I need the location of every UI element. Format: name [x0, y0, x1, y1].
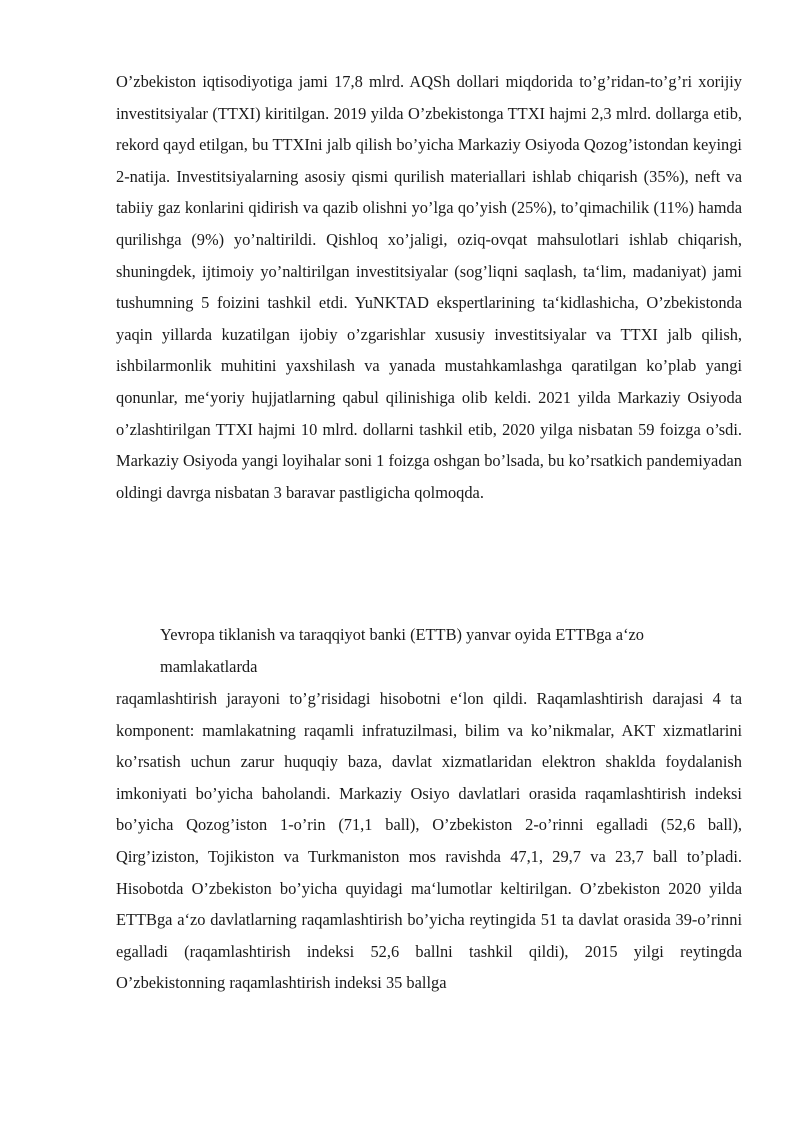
paragraph-ettb-heading	[160, 619, 742, 682]
paragraph-investments	[116, 66, 742, 508]
paragraph-text: Yevropa tiklanish va taraqqiyot banki (ETTB) yanvar oyida ETTBga a‘zo mamlakatlarda	[160, 625, 644, 676]
paragraph-digitalization	[116, 683, 742, 999]
paragraph-text: raqamlashtirish jarayoni to’g’risidagi hisobotni e‘lon qildi. Raqamlashtirish darajasi 4 ta komponent: mamlakatning raqamli infratuzilmasi, bilim va ko’nikmalar, AKT xizmatlarini ko’rsatish uchun zarur huquqiy baza, davlat xizmatlaridan elektron shaklda foydalanish imkoniyati bo’yicha baholandi. Markaziy Osiyo davlatlari orasida raqamlashtirish indeksi bo’yicha Qozog’iston 1-o’rin (71,1 ball), O’zbekiston 2-o’rinni egalladi (52,6 ball), Qirg’iziston, Tojikiston va Turkmaniston mos ravishda 47,1, 29,7 va 23,7 ball to’pladi. Hisobotda O’zbekiston bo’yicha quyidagi ma‘lumotlar keltirilgan. O’zbekiston 2020 yilda ETTBga a‘zo davlatlarning raqamlashtirish bo’yicha reytingida 51 ta davlat orasida 39-o’rinni egalladi (raqamlashtirish indeksi 52,6 ballni tashkil qildi), 2015 yilgi reytingda O’zbekistonning raqamlashtirish indeksi 35 ballga	[116, 689, 742, 993]
paragraph-text: O’zbekiston iqtisodiyotiga jami 17,8 mlrd. AQSh dollari miqdorida to’g’ridan-to’g’ri xorijiy investitsiyalar (TTXI) kiritilgan. 2019 yilda O’zbekistonga TTXI hajmi 2,3 mlrd. dollarga etib, rekord qayd etilgan, bu TTXIni jalb qilish bo’yicha Markaziy Osiyoda Qozog’istondan keyingi 2-natija. Investitsiyalarning asosiy qismi qurilish materiallari ishlab chiqarish (35%), neft va tabiiy gaz konlarini qidirish va qazib olishni yo’lga qo’yish (25%), to’qimachilik (11%) hamda qurilishga (9%) yo’naltirildi. Qishloq xo’jaligi, oziq-ovqat mahsulotlari ishlab chiqarish, shuningdek, ijtimoiy yo’naltirilgan investitsiyalar (sog’liqni saqlash, ta‘lim, madaniyat) jami tushumning 5 foizini tashkil etdi. YuNKTAD ekspertlarining ta‘kidlashicha, O’zbekistonda yaqin yillarda kuzatilgan ijobiy o’zgarishlar xususiy investitsiyalar va TTXI jalb qilish, ishbilarmonlik muhitini yaxshilash va yanada mustahkamlashga qaratilgan ko’plab yangi qonunlar, me‘yoriy hujjatlarning qabul qilinishiga olib keldi. 2021 yilda Markaziy Osiyoda o’zlashtirilgan TTXI hajmi 10 mlrd. dollarni tashkil etib, 2020 yilga nisbatan 59 foizga o’sdi. Markaziy Osiyoda yangi loyihalar soni 1 foizga oshgan bo’lsada, bu ko’rsatkich pandemiyadan oldingi davrga nisbatan 3 baravar pastligicha qolmoqda.	[116, 72, 742, 502]
